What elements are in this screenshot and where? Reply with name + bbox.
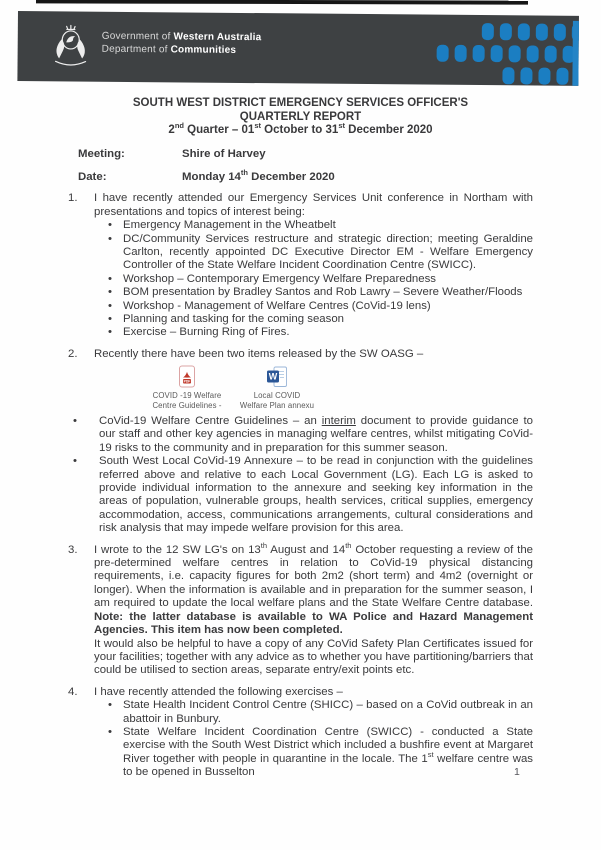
bullet-marker: • <box>73 455 77 468</box>
svg-text:W: W <box>268 371 278 382</box>
item-3-paragraph-1: I wrote to the 12 SW LG's on 13th August and 14th October requesting a review of the pre-determined welfare centres in relation to CoVid-19 physical distancing requirements, i.e. capacity figures for both 2m2 (short term) and 4m2 (overnight or longer). When the information is available and in preparation for the summer season, I am required to update the local welfare plans and the State Welfare Centre database. Note: the latter database is available to WA Police and Hazard Management Agencies. This item has now been completed. <box>94 540 533 637</box>
banner-dot-pattern-row1 <box>482 23 579 41</box>
numbered-item-2 <box>68 348 533 413</box>
bullet-item: • Planning and tasking for the coming season <box>106 313 533 326</box>
item-body <box>94 348 533 413</box>
item-4-lead: I have recently attended the following exercises – <box>94 685 343 698</box>
bullet-item: • DC/Community Services restructure and strategic direction; meeting Geraldine Carlton, recently appointed DC Executive Director EM - Welfare Emergency Controller of the State Welfare Incident Coordination Centre (SWICC). <box>106 233 533 273</box>
title-line1: SOUTH WEST DISTRICT EMERGENCY SERVICES OFFICER'S <box>132 97 469 109</box>
item-number: 2. <box>68 347 78 360</box>
outer-bullet-2 <box>68 455 533 535</box>
bullet-item: • State Welfare Incident Coordination Centre (SWICC) - conducted a State exercise with the South West District which included a bushfire event at Margaret River together with people in quarantine in the locale. The 1st welfare centre was to be opened in Busselton <box>106 726 533 780</box>
item-number: 3. <box>68 543 78 556</box>
title-line3: 2nd Quarter – 01st October to 31st December 2020 <box>168 121 433 136</box>
meeting-label: Meeting: <box>78 147 125 160</box>
item-body <box>94 540 533 678</box>
attachment-caption: COVID -19 Welfare Centre Guidelines - <box>152 391 222 410</box>
item-1-bullets <box>106 219 533 340</box>
page-number: 1 <box>514 766 520 778</box>
item-body <box>94 192 533 339</box>
scan-edge-line <box>36 0 528 5</box>
bullet-item: • Emergency Management in the Wheatbelt <box>106 219 533 232</box>
item-body <box>94 686 533 780</box>
item-number: 4. <box>68 685 78 698</box>
numbered-item-1 <box>68 192 533 339</box>
bullet-body: CoVid-19 Welfare Centre Guidelines – an interim document to provide guidance to our staff and other key agencies in managing welfare centres, whilst mitigating CoVid-19 risks to the community and in preparation for this summer season. <box>99 415 533 454</box>
meta-block <box>68 148 533 185</box>
header-banner <box>17 11 579 86</box>
word-file-icon[interactable] <box>232 365 322 389</box>
wa-coat-of-arms-logo <box>43 22 97 77</box>
numbered-list <box>68 192 533 779</box>
date-label: Date: <box>78 170 107 183</box>
attachment-word[interactable] <box>232 365 322 410</box>
bullet-body: South West Local CoVid-19 Annexure – to be read in conjunction with the guidelines referred above and relative to each Local Government (LG). Each LG is asked to provide individual information to the annexure and seeking key information in the areas of population, vulnerable groups, health services, critical supplies, emergency accommodation, access, communications arrangements, cultural considerations and risk analysis that may impede welfare provision for this area. <box>99 455 533 535</box>
document-body <box>68 97 533 780</box>
banner-dot-pattern-row2 <box>437 45 575 63</box>
bullet-item: • State Health Incident Control Centre (SHICC) – based on a CoVid outbreak in an abattoir in Bunbury. <box>106 699 533 726</box>
item-3-paragraph-2: It would also be helpful to have a copy of any CoVid Safety Plan Certificates issued for your facilities; together with any advice as to whether you have partitioning/barriers that could be utilised to section areas, separate entry/exit points etc. <box>94 637 533 677</box>
numbered-item-4 <box>68 686 533 780</box>
item-1-lead: I have recently attended our Emergency Services Unit conference in Northam with presentations and topics of interest being: <box>94 192 533 218</box>
date-row <box>78 168 533 184</box>
item-number: 1. <box>68 192 78 205</box>
bullet-item: • BOM presentation by Bradley Santos and Rob Lawry – Severe Weather/Floods <box>106 286 533 299</box>
bullet-item: • Workshop – Contemporary Emergency Welfare Preparedness <box>106 273 533 286</box>
outer-bullet-1 <box>68 415 533 455</box>
kangaroo-left-glyph <box>56 34 64 58</box>
svg-text:PDF: PDF <box>183 379 191 384</box>
government-text: Government of Western Australia Department of Communities <box>101 30 262 56</box>
meeting-value: Shire of Harvey <box>182 147 266 160</box>
numbered-item-3 <box>68 540 533 678</box>
attachments-row <box>142 365 533 410</box>
bullet-item: • Workshop - Management of Welfare Centres (CoVid-19 lens) <box>106 300 533 313</box>
report-title <box>68 97 533 138</box>
meeting-row <box>78 148 533 161</box>
title-line2: QUARTERLY REPORT <box>239 110 362 123</box>
banner-blue-edge <box>572 21 579 86</box>
pdf-file-icon[interactable] <box>142 365 232 389</box>
bullet-marker: • <box>73 415 77 427</box>
kangaroo-right-glyph <box>77 35 85 59</box>
swan-glyph <box>66 36 75 42</box>
date-value: Monday 14th December 2020 <box>182 168 335 183</box>
bullet-item: • Exercise – Burning Ring of Fires. <box>106 326 533 339</box>
attachment-caption: Local COVID Welfare Plan annexu <box>239 391 315 410</box>
banner-dot-pattern-row3 <box>502 67 579 85</box>
item-2-lead: Recently there have been two items released by the SW OASG – <box>94 347 424 360</box>
attachment-pdf[interactable] <box>142 365 232 410</box>
item-4-bullets <box>106 699 533 779</box>
